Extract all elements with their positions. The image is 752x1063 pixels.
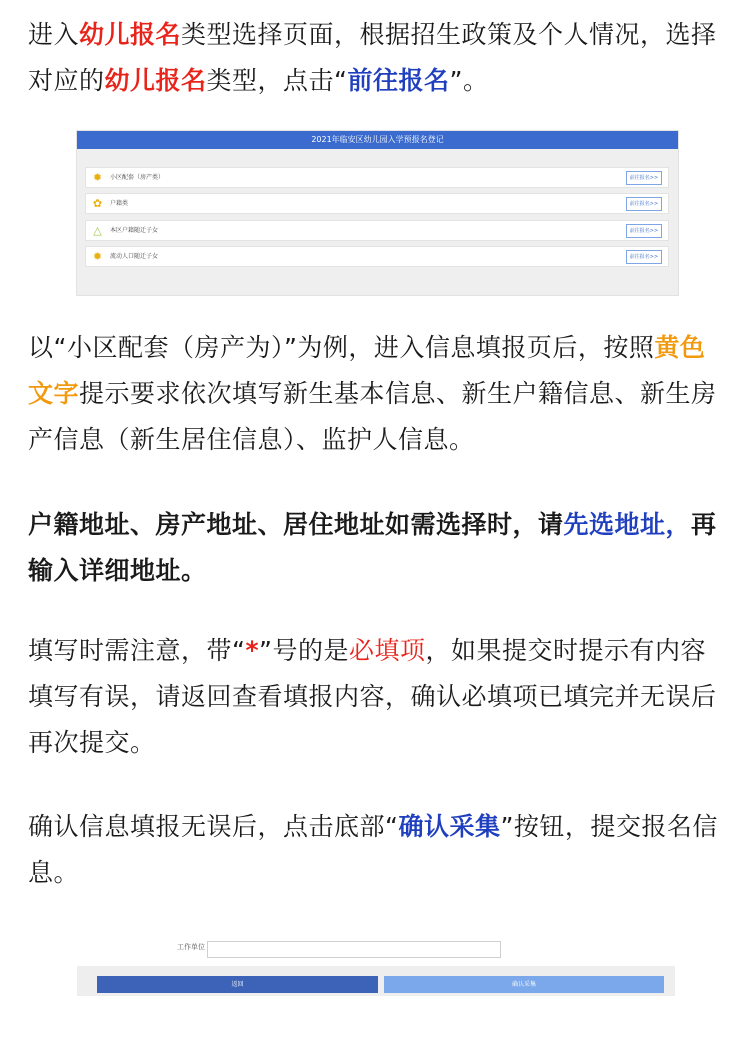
paragraph-confirm: 确认信息填报无误后，点击底部“确认采集”按钮，提交报名信息。	[28, 812, 718, 887]
option-label: 流动人口随迁子女	[110, 253, 159, 260]
confirm-collect-button[interactable]: 确认采集	[384, 976, 664, 993]
paragraph-address-note: 户籍地址、房产地址、居住地址如需选择时，请先选地址，再输入详细地址。	[28, 510, 717, 585]
registration-title: 2021年临安区幼儿园入学预报名登记	[77, 131, 678, 149]
sun-icon: ✹	[92, 250, 103, 263]
bottom-button-bar	[77, 966, 675, 996]
paragraph-required-note: 填写时需注意，带“*”号的是必填项，如果提交时提示有内容填写有误，请返回查看填报内容，确认必填项已填完并无误后再次提交。	[28, 636, 717, 757]
back-button[interactable]: 返回	[97, 976, 378, 993]
flower-icon: ✿	[92, 197, 103, 210]
paragraph-select-type: 进入幼儿报名类型选择页面，根据招生政策及个人情况，选择对应的幼儿报名类型，点击“前往报名”。	[28, 20, 717, 95]
option-community[interactable]	[85, 167, 669, 188]
option-floating-population[interactable]	[85, 246, 669, 267]
screenshot-registration-type	[76, 130, 679, 296]
screenshot-submit-form	[77, 930, 675, 1000]
go-register-button[interactable]: 前往报名>>	[626, 250, 662, 264]
work-unit-label: 工作单位	[177, 943, 205, 951]
paragraph-fill-info: 以“小区配套（房产为）”为例，进入信息填报页后，按照黄色文字提示要求依次填写新生基本信息、新生户籍信息、新生房产信息（新生居住信息）、监护人信息。	[28, 333, 717, 454]
option-label: 本区户籍随迁子女	[110, 227, 159, 234]
work-unit-row	[77, 936, 675, 960]
mountain-icon: △	[93, 224, 102, 237]
option-label: 小区配套（房产类）	[110, 174, 165, 181]
go-register-button[interactable]: 前往报名>>	[626, 171, 662, 185]
option-local-migrant[interactable]	[85, 220, 669, 241]
go-register-button[interactable]: 前往报名>>	[626, 224, 662, 238]
option-label: 户籍类	[110, 200, 129, 207]
sun-icon: ✹	[92, 171, 103, 184]
work-unit-input[interactable]	[207, 941, 501, 958]
option-household[interactable]	[85, 193, 669, 214]
go-register-button[interactable]: 前往报名>>	[626, 197, 662, 211]
